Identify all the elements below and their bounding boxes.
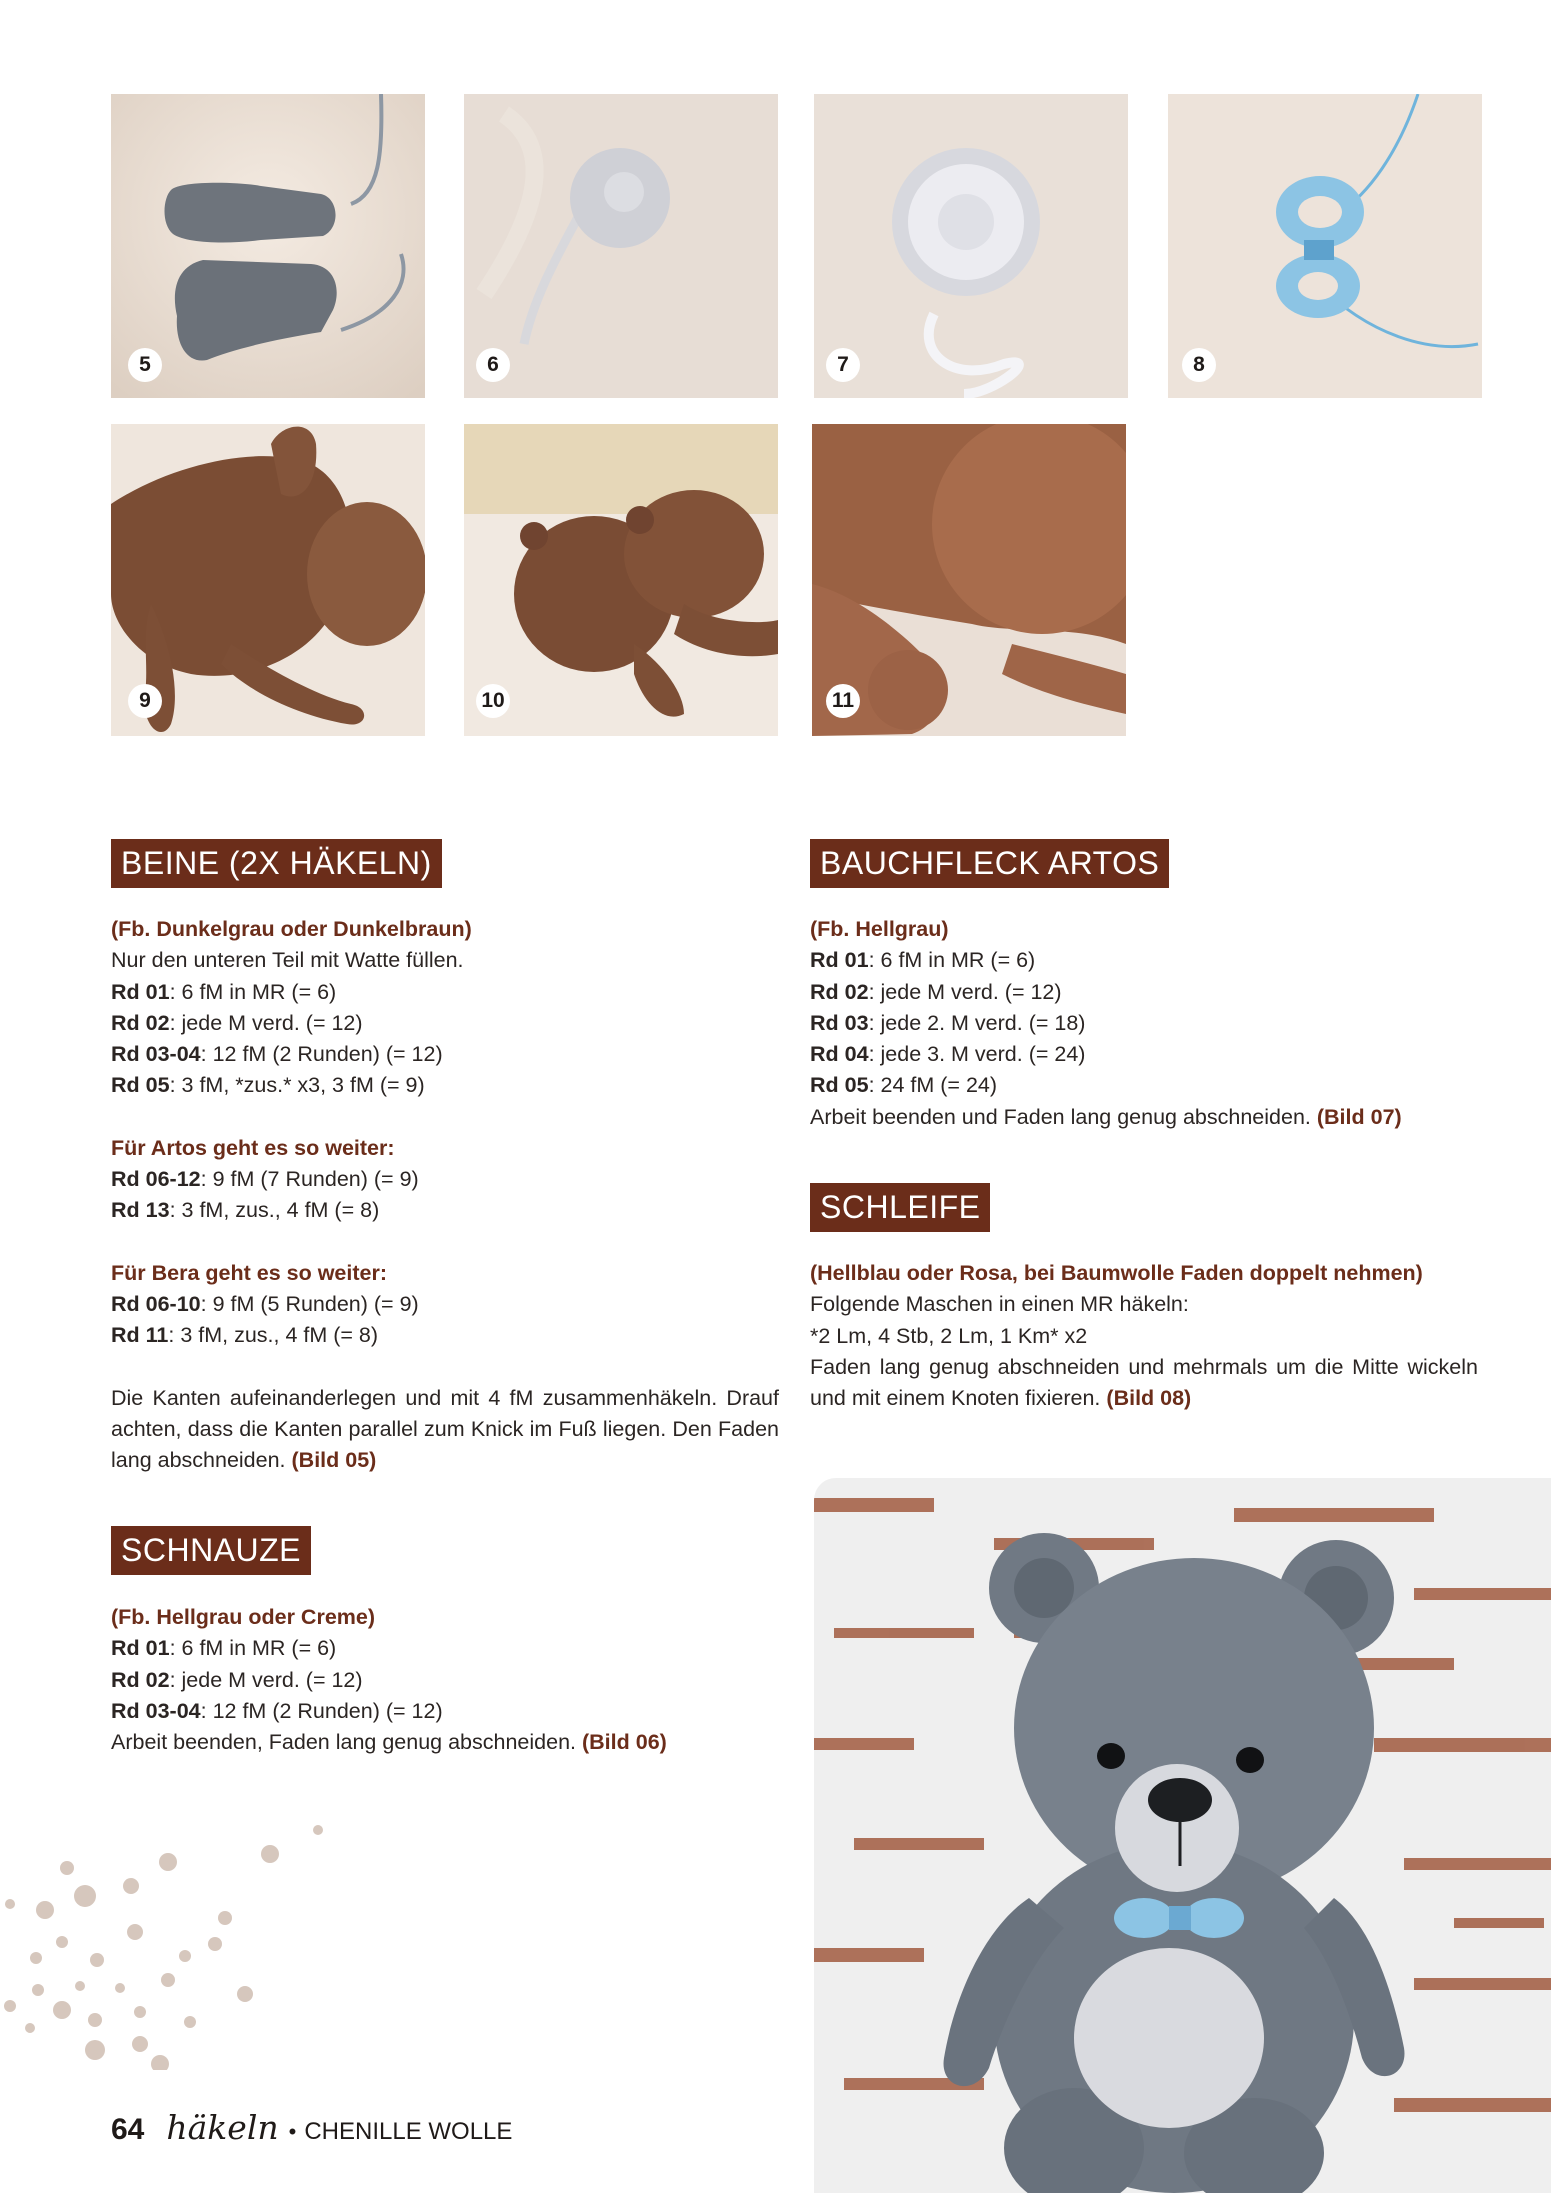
decorative-dot [123, 1878, 139, 1894]
color-note: (Fb. Hellgrau) [810, 917, 949, 941]
round-row: Rd 02: jede M verd. (= 12) [810, 979, 1062, 1004]
photo-7-belly-patch [814, 94, 1128, 398]
photo-number: 9 [128, 684, 162, 718]
decorative-dot [237, 1986, 253, 2002]
photo-number: 5 [128, 348, 162, 382]
decorative-dot [53, 2001, 71, 2019]
decorative-dot [60, 1861, 74, 1875]
section-heading-bauchfleck: BAUCHFLECK ARTOS [810, 839, 1169, 888]
round-row: Rd 05: 24 fM (= 24) [810, 1073, 998, 1098]
photo-number: 6 [476, 348, 510, 382]
section-heading-schleife: SCHLEIFE [810, 1183, 990, 1232]
decorative-dot [261, 1845, 279, 1863]
decorative-dot [184, 2016, 196, 2028]
magazine-logo: häkeln [166, 2108, 279, 2147]
closing-paragraph: Faden lang genug abschneiden und mehrmals um die Mitte wickeln und mit einem Knoten fixieren. (Bild 08) [810, 1354, 1478, 1411]
section-heading-schnauze: SCHNAUZE [111, 1526, 311, 1575]
decorative-dot [32, 1984, 44, 1996]
decorative-dot [134, 2006, 146, 2018]
decorative-dot [151, 2055, 169, 2070]
intro-text: Nur den unteren Teil mit Watte füllen. [111, 948, 464, 973]
schleife-instructions [810, 1258, 1478, 1414]
round-row: Rd 02: jede M verd. (= 12) [111, 1010, 363, 1035]
photo-number: 10 [476, 684, 510, 718]
round-row: Rd 03-04: 12 fM (2 Runden) (= 12) [111, 1042, 443, 1067]
artos-subheading: Für Artos geht es so weiter: [111, 1135, 395, 1160]
photo-number: 11 [826, 684, 860, 718]
decorative-dot [85, 2040, 105, 2060]
photo-5-legs [111, 94, 425, 398]
round-row: Rd 01: 6 fM in MR (= 6) [111, 1636, 337, 1661]
decorative-dot [90, 1953, 104, 1967]
round-row: Rd 11: 3 fM, zus., 4 fM (= 8) [111, 1323, 379, 1348]
schleife-line: *2 Lm, 4 Stb, 2 Lm, 1 Km* x2 [810, 1323, 1088, 1348]
closing-paragraph: Arbeit beenden und Faden lang genug abschneiden. (Bild 07) [810, 1104, 1402, 1129]
decorative-dot [159, 1853, 177, 1871]
round-row: Rd 04: jede 3. M verd. (= 24) [810, 1042, 1086, 1067]
color-note: (Fb. Hellgrau oder Creme) [111, 1605, 376, 1629]
round-row: Rd 13: 3 fM, zus., 4 fM (= 8) [111, 1198, 380, 1223]
photo-6-snout [464, 94, 778, 398]
round-row: Rd 06-10: 9 fM (5 Runden) (= 9) [111, 1291, 419, 1316]
beine-instructions [111, 914, 779, 1476]
closing-paragraph: Die Kanten aufeinanderlegen und mit 4 fM zusammenhäkeln. Drauf achten, dass die Kanten parallel zum Knick im Fuß liegen. Den Faden lang abschneiden. (Bild 05) [111, 1385, 779, 1473]
decorative-dot [179, 1950, 191, 1962]
photo-9-body [111, 424, 425, 736]
decorative-dot [115, 1983, 125, 1993]
decorative-dot [132, 2036, 148, 2052]
decorative-dot [25, 2023, 35, 2033]
closing-paragraph: Arbeit beenden, Faden lang genug abschneiden. (Bild 06) [111, 1730, 667, 1755]
decorative-dot [30, 1952, 42, 1964]
decorative-dot [56, 1936, 68, 1948]
schnauze-instructions [111, 1602, 779, 1758]
color-note: (Fb. Dunkelgrau oder Dunkelbraun) [111, 917, 472, 941]
footer-bullet: • [288, 2119, 297, 2144]
decorative-dot [161, 1973, 175, 1987]
decorative-dot [208, 1937, 222, 1951]
photo-number: 8 [1182, 348, 1216, 382]
decorative-dot [36, 1901, 54, 1919]
round-row: Rd 01: 6 fM in MR (= 6) [111, 979, 337, 1004]
photo-8-bow [1168, 94, 1482, 398]
decorative-dot [75, 1981, 85, 1991]
decorative-dot [88, 2013, 102, 2027]
decorative-dot [74, 1885, 96, 1907]
round-row: Rd 01: 6 fM in MR (= 6) [810, 948, 1036, 973]
decorative-dot [218, 1911, 232, 1925]
page-number: 64 [111, 2113, 145, 2146]
bera-subheading: Für Bera geht es so weiter: [111, 1260, 387, 1285]
decorative-dot [5, 1899, 15, 1909]
round-row: Rd 03: jede 2. M verd. (= 18) [810, 1010, 1086, 1035]
page-footer [111, 2108, 512, 2148]
round-row: Rd 03-04: 12 fM (2 Runden) (= 12) [111, 1698, 443, 1723]
section-heading-beine: BEINE (2X HÄKELN) [111, 839, 442, 888]
schleife-line: Folgende Maschen in einen MR häkeln: [810, 1292, 1189, 1317]
photo-number: 7 [826, 348, 860, 382]
photo-10-back [464, 424, 778, 736]
round-row: Rd 06-12: 9 fM (7 Runden) (= 9) [111, 1167, 419, 1192]
decorative-dot [4, 2000, 16, 2012]
color-note: (Hellblau oder Rosa, bei Baumwolle Faden doppelt nehmen) [810, 1261, 1423, 1285]
issue-title: CHENILLE WOLLE [304, 2118, 513, 2145]
finished-bear-photo [814, 1478, 1551, 2193]
decorative-dot [313, 1825, 323, 1835]
photo-11-closeup [812, 424, 1126, 736]
decorative-dots [0, 1810, 330, 2070]
round-row: Rd 05: 3 fM, *zus.* x3, 3 fM (= 9) [111, 1073, 425, 1098]
round-row: Rd 02: jede M verd. (= 12) [111, 1667, 363, 1692]
bauchfleck-instructions [810, 914, 1478, 1133]
decorative-dot [127, 1924, 143, 1940]
